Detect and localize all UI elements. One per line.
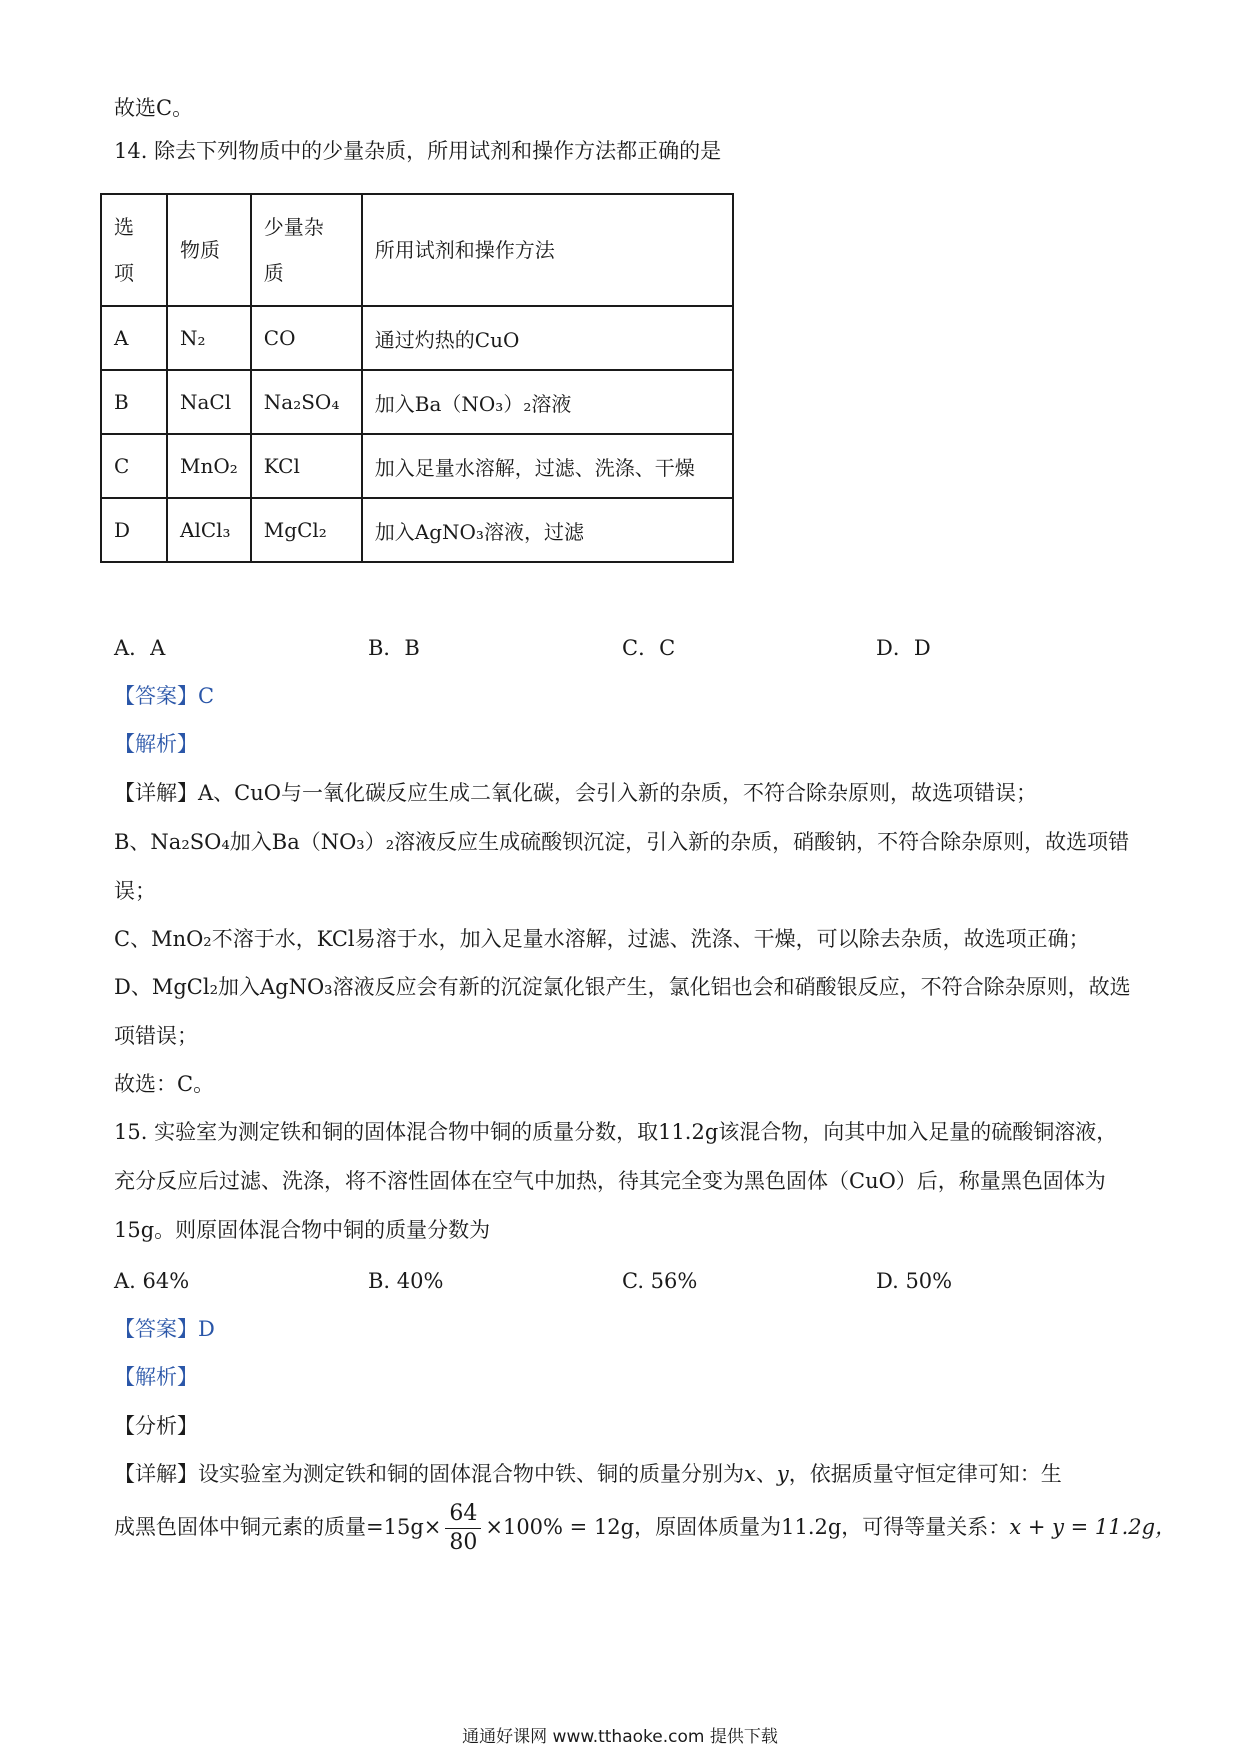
header-impurity: 少量杂 质 (251, 194, 362, 306)
option-a: A. 64% (114, 1269, 190, 1293)
cell-method: 加入AgNO₃溶液，过滤 (362, 498, 733, 562)
option-c: C. 56% (622, 1269, 698, 1293)
cell-substance: NaCl (167, 370, 251, 434)
q15-detail-line1 (114, 1459, 1062, 1489)
option-c: C．C (622, 636, 676, 660)
q14-stem: 14. 除去下列物质中的少量杂质，所用试剂和操作方法都正确的是 (114, 139, 722, 163)
q15-stem: 15. 实验室为测定铁和铜的固体混合物中铜的质量分数，取11.2g该混合物，向其中加入足量的硫酸铜溶液，充分反应后过滤、洗涤，将不溶性固体在空气中加热，待其完全变为黑色固体（CuO）后，称量黑色固体为15g。则原固体混合物中铜的质量分数为 (114, 1120, 1118, 1242)
variable-y: y (776, 1462, 789, 1486)
detail-text: 成黑色固体中铜元素的质量=15g× (114, 1515, 442, 1539)
header-method: 所用试剂和操作方法 (362, 194, 733, 306)
cell-option: D (101, 498, 167, 562)
q14-table (100, 193, 734, 563)
equation: x + y = 11.2g， (1009, 1515, 1177, 1539)
cell-substance: AlCl₃ (167, 498, 251, 562)
q14-detail-d: D、MgCl₂加入AgNO₃溶液反应会有新的沉淀氯化银产生，氯化铝也会和硝酸银反应，不符合除杂原则，故选项错误； (114, 975, 1131, 1048)
q15-analysis-label: 【解析】 (114, 1365, 198, 1389)
cell-impurity: CO (251, 306, 362, 370)
q15-analysis2-label: 【分析】 (114, 1414, 198, 1438)
option-d: D．D (876, 636, 931, 660)
option-b: B. 40% (368, 1269, 444, 1293)
q14-detail-c: C、MnO₂不溶于水，KCl易溶于水，加入足量水溶解，过滤、洗涤、干燥，可以除去杂质，故选项正确； (114, 927, 1090, 951)
q14-conclusion: 故选：C。 (114, 1072, 215, 1096)
cell-option: B (101, 370, 167, 434)
q14-analysis-label: 【解析】 (114, 732, 198, 756)
variable-x: x (744, 1462, 756, 1486)
cell-substance: N₂ (167, 306, 251, 370)
separator: 、 (755, 1462, 777, 1486)
q14-detail-a: 【详解】A、CuO与一氧化碳反应生成二氧化碳，会引入新的杂质，不符合除杂原则，故选项错误； (114, 781, 1037, 805)
cell-substance: MnO₂ (167, 434, 251, 498)
fraction (445, 1500, 481, 1557)
q14-detail-b: B、Na₂SO₄加入Ba（NO₃）₂溶液反应生成硫酸钡沉淀，引入新的杂质，硝酸钠，不符合除杂原则，故选项错误； (114, 830, 1130, 903)
option-a: A．A (114, 636, 166, 660)
fraction-numerator: 64 (445, 1500, 481, 1529)
detail-text: ×100% = 12g，原固体质量为11.2g，可得等量关系： (485, 1515, 1010, 1539)
detail-text: ，依据质量守恒定律可知：生 (788, 1462, 1062, 1486)
cell-method: 加入Ba（NO₃）₂溶液 (362, 370, 733, 434)
fraction-denominator: 80 (449, 1530, 478, 1555)
cell-impurity: Na₂SO₄ (251, 370, 362, 434)
table-header-row (101, 194, 733, 306)
header-option: 选 项 (101, 194, 167, 306)
cell-method: 加入足量水溶解，过滤、洗涤、干燥 (362, 434, 733, 498)
detail-text: 【详解】设实验室为测定铁和铜的固体混合物中铁、铜的质量分别为 (114, 1462, 744, 1486)
q15-answer: 【答案】D (114, 1317, 215, 1341)
cell-option: A (101, 306, 167, 370)
cell-method: 通过灼热的CuO (362, 306, 733, 370)
cell-option: C (101, 434, 167, 498)
q15-detail-line2 (114, 1500, 1176, 1557)
table-row (101, 370, 733, 434)
option-d: D. 50% (876, 1269, 953, 1293)
table-row (101, 306, 733, 370)
cell-impurity: MgCl₂ (251, 498, 362, 562)
cell-impurity: KCl (251, 434, 362, 498)
q14-answer: 【答案】C (114, 684, 215, 708)
previous-conclusion: 故选C。 (114, 96, 194, 120)
page-footer: 通通好课网 www.tthaoke.com 提供下载 (462, 1727, 778, 1747)
table-row (101, 498, 733, 562)
header-substance: 物质 (167, 194, 251, 306)
table-row (101, 434, 733, 498)
option-b: B．B (368, 636, 420, 660)
